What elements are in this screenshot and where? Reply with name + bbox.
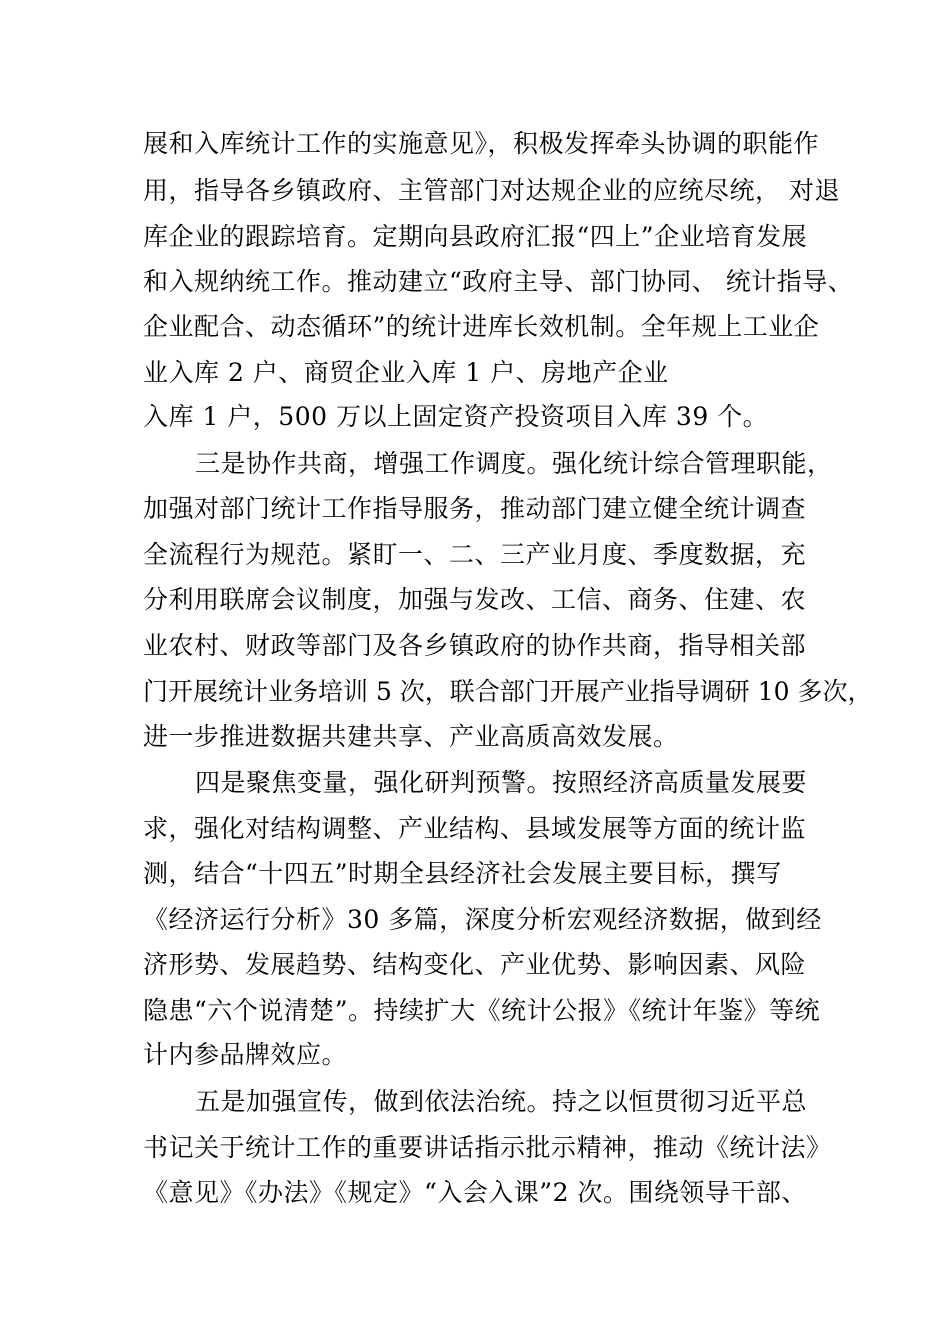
paragraph-first-line: 三是协作共商，增强工作调度。强化统计综合管理职能， xyxy=(195,449,833,478)
paragraph-first-line: 五是加强宣传，做到依法治统。持之以恒贯彻习近平总 xyxy=(195,1087,808,1116)
text-line: 求，强化对结构调整、产业结构、县域发展等方面的统计监 xyxy=(143,814,807,843)
text-line: 《意见》《办法》《规定》“入会入课”2 次。围绕领导干部、 xyxy=(143,1178,807,1207)
text-line: 库企业的跟踪培育。定期向县政府汇报“四上”企业培育发展 xyxy=(143,222,808,251)
text-line: 全流程行为规范。紧盯一、二、三产业月度、季度数据，充 xyxy=(143,540,807,569)
text-line: 门开展统计业务培训 5 次，联合部门开展产业指导调研 10 多次， xyxy=(143,677,873,706)
text-line: 业入库 2 户、商贸企业入库 1 户、房地产企业 xyxy=(143,358,669,387)
text-line: 加强对部门统计工作指导服务，推动部门建立健全统计调查 xyxy=(143,494,807,523)
text-line: 隐患“六个说清楚”。持续扩大《统计公报》《统计年鉴》等统 xyxy=(143,996,821,1025)
text-line: 书记关于统计工作的重要讲话指示批示精神，推动《统计法》 xyxy=(143,1133,832,1162)
text-line: 计内参品牌效应。 xyxy=(143,1040,348,1069)
text-line: 进一步推进数据共建共享、产业高质高效发展。 xyxy=(143,722,679,751)
paragraph-first-line: 四是聚焦变量，强化研判预警。按照经济高质量发展要 xyxy=(195,768,808,797)
text-line: 入库 1 户，500 万以上固定资产投资项目入库 39 个。 xyxy=(143,402,769,431)
text-line: 展和入库统计工作的实施意见》，积极发挥牵头协调的职能作 xyxy=(143,129,820,158)
text-line: 济形势、发展趋势、结构变化、产业优势、影响因素、风险 xyxy=(143,950,807,979)
text-line: 和入规纳统工作。推动建立“政府主导、部门协同、 统计指导、 xyxy=(143,267,854,296)
text-line: 分利用联席会议制度，加强与发改、工信、商务、住建、农 xyxy=(143,585,807,614)
text-line: 用，指导各乡镇政府、主管部门对达规企业的应统尽统， 对退 xyxy=(143,176,840,205)
text-line: 测，结合“十四五”时期全县经济社会发展主要目标，撰写 xyxy=(143,859,782,888)
text-line: 《经济运行分析》30 多篇，深度分析宏观经济数据，做到经 xyxy=(143,905,822,934)
text-line: 企业配合、动态循环”的统计进库长效机制。全年规上工业企 xyxy=(143,312,820,341)
text-line: 业农村、财政等部门及各乡镇政府的协作共商，指导相关部 xyxy=(143,631,807,660)
